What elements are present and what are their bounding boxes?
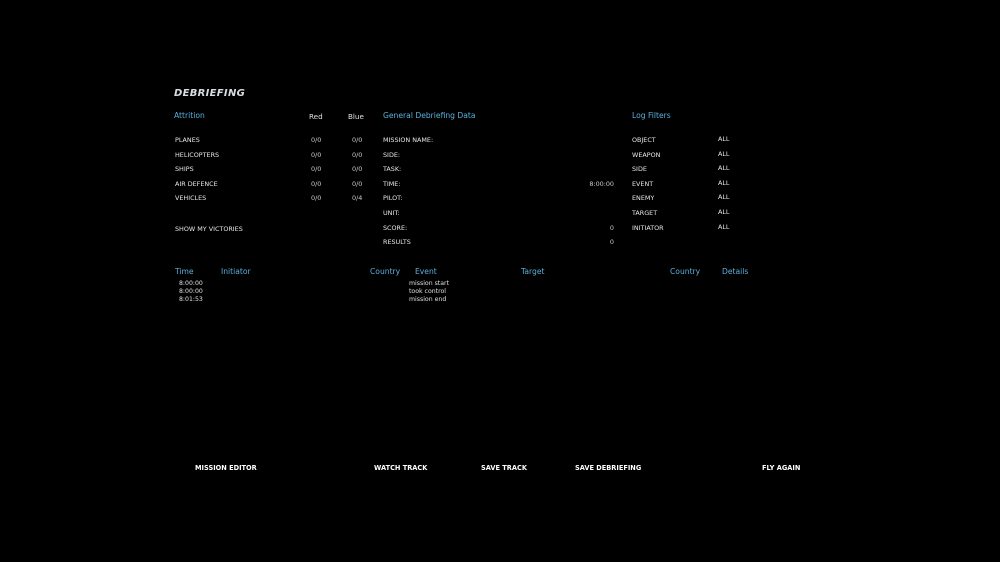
red-count: 0/0	[311, 136, 322, 144]
log-time: 8:01:53	[179, 296, 203, 303]
column-header-initiator[interactable]: Initiator	[221, 267, 251, 276]
blue-count: 0/0	[352, 151, 363, 159]
fly-again-button[interactable]: FLY AGAIN	[762, 464, 801, 472]
pilot-label: PILOT:	[383, 194, 403, 202]
mission-name-label: MISSION NAME:	[383, 136, 434, 144]
column-header-details[interactable]: Details	[722, 267, 749, 276]
filter-event-label: EVENT	[632, 180, 654, 188]
log-time: 8:00:00	[179, 280, 203, 287]
red-count: 0/0	[311, 194, 322, 202]
side-label: SIDE:	[383, 151, 401, 159]
blue-column-header: Blue	[348, 112, 364, 121]
filter-object-select[interactable]: ALL	[718, 135, 730, 143]
red-count: 0/0	[311, 180, 322, 188]
filter-enemy-select[interactable]: ALL	[718, 193, 730, 201]
column-header-time[interactable]: Time	[175, 267, 194, 276]
score-value: 0	[609, 224, 614, 232]
column-header-event[interactable]: Event	[415, 267, 437, 276]
results-label: RESULTS	[383, 238, 411, 246]
log-event: mission start	[409, 280, 449, 287]
score-label: SCORE:	[383, 224, 408, 232]
attrition-label: VEHICLES	[175, 194, 207, 202]
column-header-country[interactable]: Country	[370, 267, 401, 276]
filter-target-select[interactable]: ALL	[718, 208, 730, 216]
page-title: DEBRIEFING	[174, 88, 246, 99]
filter-initiator-label: INITIATOR	[632, 224, 664, 232]
red-count: 0/0	[311, 165, 322, 173]
filter-side-label: SIDE	[632, 165, 647, 173]
save-track-button[interactable]: SAVE TRACK	[481, 464, 527, 472]
blue-count: 0/0	[352, 180, 363, 188]
attrition-label: PLANES	[175, 136, 200, 144]
attrition-label: HELICOPTERS	[175, 151, 220, 159]
blue-count: 0/4	[352, 194, 363, 202]
filter-enemy-label: ENEMY	[632, 194, 655, 202]
column-header-target[interactable]: Target	[521, 267, 545, 276]
results-value: 0	[609, 238, 614, 246]
time-label: TIME:	[383, 180, 401, 188]
filter-object-label: OBJECT	[632, 136, 656, 144]
filter-target-label: TARGET	[632, 209, 658, 217]
log-event: mission end	[409, 296, 447, 303]
attrition-label: SHIPS	[175, 165, 194, 173]
time-value: 8:00:00	[589, 180, 614, 188]
blue-count: 0/0	[352, 165, 363, 173]
save-debriefing-button[interactable]: SAVE DEBRIEFING	[575, 464, 642, 472]
filter-initiator-select[interactable]: ALL	[718, 223, 730, 231]
filter-event-select[interactable]: ALL	[718, 179, 730, 187]
column-header-target-country[interactable]: Country	[670, 267, 701, 276]
filter-weapon-select[interactable]: ALL	[718, 150, 730, 158]
task-label: TASK:	[383, 165, 402, 173]
log-time: 8:00:00	[179, 288, 203, 295]
attrition-header: Attrition	[174, 111, 205, 120]
show-my-victories-button[interactable]: SHOW MY VICTORIES	[175, 225, 243, 233]
red-column-header: Red	[309, 112, 323, 121]
unit-label: UNIT:	[383, 209, 400, 217]
mission-editor-button[interactable]: MISSION EDITOR	[195, 464, 257, 472]
watch-track-button[interactable]: WATCH TRACK	[374, 464, 428, 472]
attrition-label: AIR DEFENCE	[175, 180, 218, 188]
filter-side-select[interactable]: ALL	[718, 164, 730, 172]
log-event: took control	[409, 288, 446, 295]
log-filters-header: Log Filters	[632, 111, 671, 120]
filter-weapon-label: WEAPON	[632, 151, 661, 159]
general-data-header: General Debriefing Data	[383, 111, 476, 120]
red-count: 0/0	[311, 151, 322, 159]
blue-count: 0/0	[352, 136, 363, 144]
